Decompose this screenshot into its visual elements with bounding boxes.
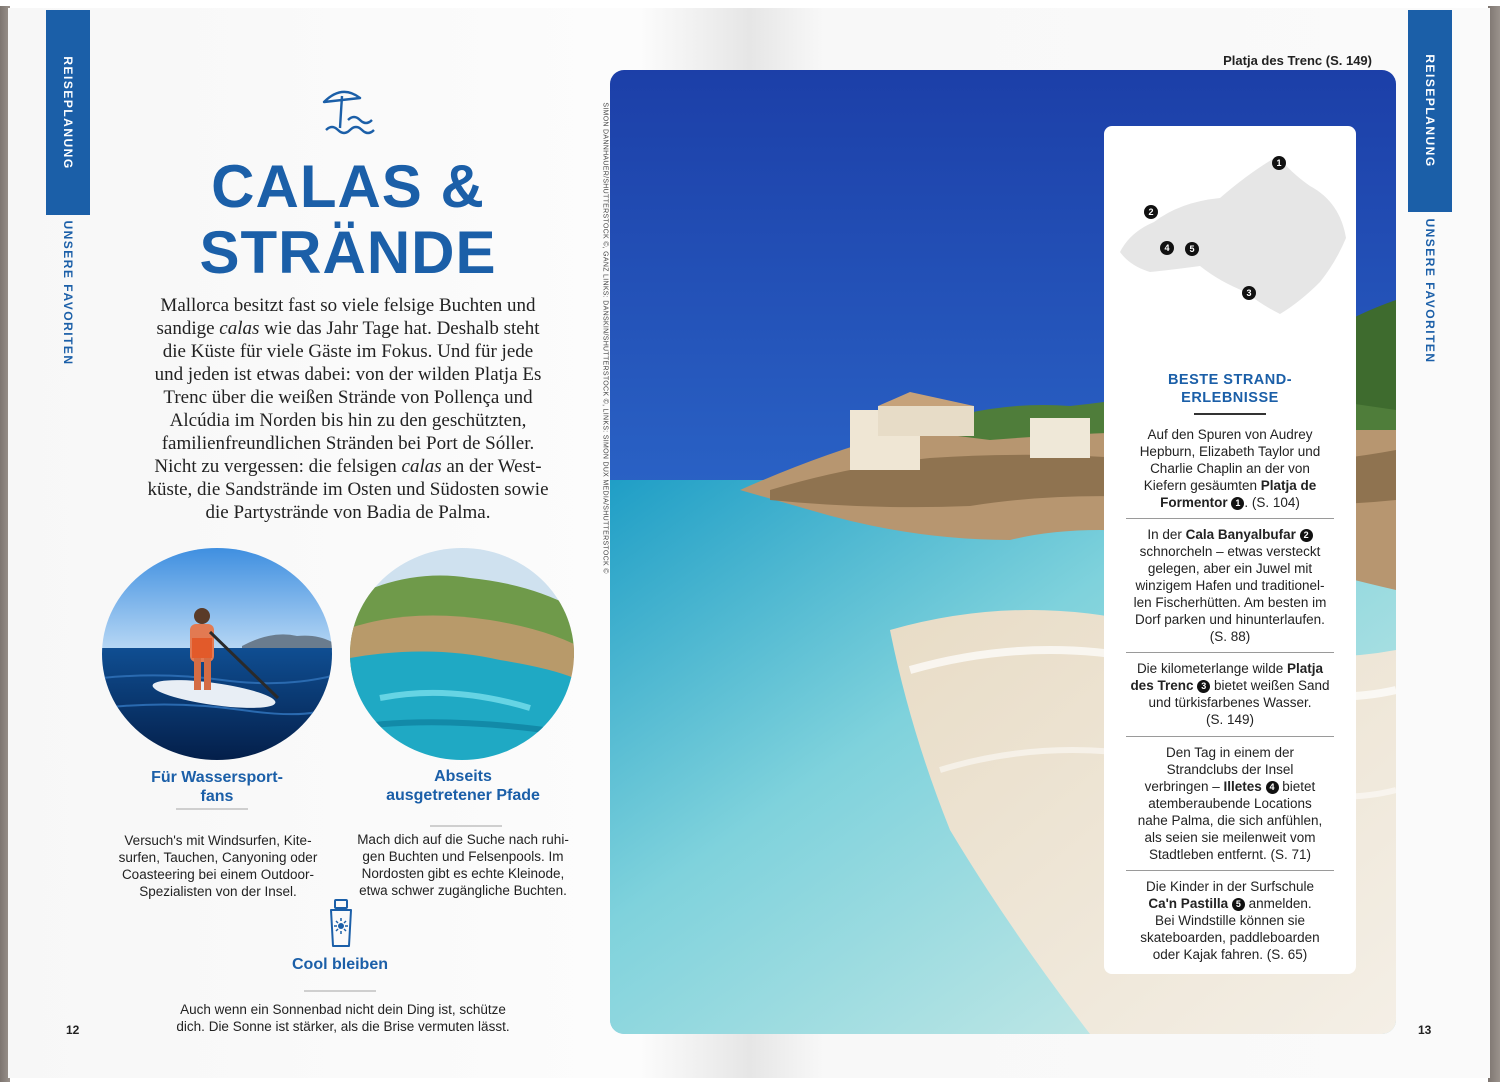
text-line: des Trenc 3 bietet weißen Sand [1130,678,1330,693]
text-line: len Fischerhütten. Am besten im [1133,595,1327,610]
panel-entry-divider [1126,736,1334,737]
page-title-line1: CALAS & [211,153,485,220]
panel-entry-divider [1126,518,1334,519]
number-badge: 4 [1266,781,1279,794]
text-line: oder Kajak fahren. (S. 65) [1152,947,1308,962]
text-line: surfen, Tauchen, Canyoning oder [118,850,318,865]
panel-entry-divider [1126,870,1334,871]
panel-entry [1118,878,1342,963]
text-line: Dorf parken und hinunterlaufen. [1135,612,1325,627]
text-line: Die Kinder in der Surfschule [1145,879,1315,894]
photo-paddleboarder [102,548,332,760]
map-marker-5: 5 [1185,242,1199,256]
beach-umbrella-icon [318,86,378,138]
text-line: Formentor 1 . (S. 104) [1160,495,1300,510]
text-line: küste, die Sandstrände im Osten und Südosten sowie [147,479,549,500]
text-line: etwa schwer zugängliche Buchten. [359,883,567,898]
page-number-right: 13 [1418,1023,1432,1037]
map-marker-1: 1 [1272,156,1286,170]
text-line: Kiefern gesäumten Platja de [1143,478,1317,493]
text-line: und türkisfarbenes Wasser. [1148,695,1312,710]
text-line: sandige calas wie das Jahr Tage hat. Deshalb steht [156,318,540,339]
text-line: gen Buchten und Felsenpools. Im [362,849,564,864]
text-line: Ca'n Pastilla 5 anmelden. [1148,896,1312,911]
text-line: gelegen, aber ein Juwel mit [1147,561,1313,576]
text-line: In der Cala Banyalbufar 2 [1118,526,1342,543]
text-line: als seien sie meilenweit vom [1144,830,1316,845]
text-line: Mallorca besitzt fast so viele felsige Buchten und [160,295,536,316]
text-line: Nordosten gibt es echte Kleinode, [361,866,565,881]
text-line: Coasteering bei einem Outdoor- [121,867,315,882]
map-marker-4: 4 [1160,241,1174,255]
feature-watersport-rule [176,808,248,810]
info-panel-best-beaches [1104,126,1356,974]
text-line: Hepburn, Elizabeth Taylor und [1139,444,1321,459]
text-line: Mach dich auf die Suche nach ruhi- [357,832,569,847]
feature-watersport-title: Für Wassersport- fans [151,769,283,805]
feature-offbeat-body [350,831,576,899]
text-line: atemberaubende Locations [1148,796,1312,811]
text-line: die Küste für viele Gäste im Fokus. Und für jede [162,341,534,362]
text-line: nahe Palma, die sich anfühlen, [1137,813,1323,828]
text-line: dich. Die Sonne ist stärker, als die Brise vermuten lässt. [176,1019,510,1034]
text-line: schnorcheln – etwas versteckt [1139,544,1321,559]
panel-entry [1118,744,1342,863]
feature-watersport-body [104,832,332,900]
text-line: (S. 88) [1209,629,1251,644]
feature-offbeat-title: Abseits ausgetretener Pfade [386,768,540,804]
text-line: Nicht zu vergessen: die felsigen calas an der West- [154,456,542,477]
panel-entry [1118,660,1342,728]
sunscreen-icon [326,898,356,948]
text-line: Auch wenn ein Sonnenbad nicht dein Ding ist, schütze [180,1002,506,1017]
text-line: (S. 149) [1205,712,1255,727]
panel-title-rule [1194,413,1266,415]
number-badge: 3 [1197,680,1210,693]
map-marker-2: 2 [1144,205,1158,219]
text-line: Strandclubs der Insel [1166,762,1294,777]
map-marker-3: 3 [1242,286,1256,300]
panel-entry [1118,526,1342,645]
text-line: Stadtleben entfernt. (S. 71) [1148,847,1312,862]
number-badge: 5 [1232,898,1245,911]
feature-cool-body [138,1001,548,1035]
text-line: skateboarden, paddleboarden [1140,930,1320,945]
feature-cool-rule [304,990,376,992]
panel-title: BESTE STRAND- ERLEBNISSE [1167,372,1293,406]
text-line: Versuch's mit Windsurfen, Kite- [124,833,312,848]
text-line: familienfreundlichen Stränden bei Port de Sóller. [161,433,535,454]
panel-entry-divider [1126,652,1334,653]
number-badge: 2 [1300,529,1313,542]
feature-offbeat-rule [430,825,502,827]
page-title-line2: STRÄNDE [199,219,497,286]
side-sub-favoriten-right: UNSERE FAVORITEN [1423,218,1437,364]
number-badge: 1 [1231,497,1244,510]
page-number-left: 12 [66,1023,80,1037]
feature-cool-title: Cool bleiben [292,956,388,973]
text-line: Alcúdia im Norden bis hin zu den geschützten, [169,410,527,431]
text-line: Den Tag in einem der [1165,745,1295,760]
side-sub-favoriten: UNSERE FAVORITEN [61,220,75,366]
text-line: Auf den Spuren von Audrey [1147,427,1313,442]
text-line: winzigem Hafen und traditionel- [1135,578,1325,593]
text-line: und jeden ist etwas dabei: von der wilden Platja Es [154,364,542,385]
photo-credit: SIMON DANNHAUER/SHUTTERSTOCK ©, GANZ LINKS: DANSKIN/SHUTTERSTOCK ©, LINKS: SIMON DUX MEDIA/SHUTTERSTOCK © [601,102,609,574]
intro-paragraph [104,294,592,524]
text-line: verbringen – Illetes 4 bietet [1144,779,1316,794]
photo-rocky-coast [350,548,574,760]
side-tab-reiseplanung: REISEPLANUNG [46,10,90,215]
text-line: Die kilometerlange wilde Platja [1136,661,1324,676]
mallorca-map [1110,142,1350,322]
side-tab-reiseplanung-right: REISEPLANUNG [1408,10,1452,212]
text-line: die Partystrände von Badia de Palma. [205,502,491,523]
text-line: Bei Windstille können sie [1154,913,1306,928]
photo-caption: Platja des Trenc (S. 149) [1223,53,1372,68]
text-line: Charlie Chaplin an der von [1150,461,1310,476]
panel-entry [1118,426,1342,511]
text-line: Spezialisten von der Insel. [139,884,297,899]
text-line: Trenc über die weißen Strände von Pollença und [163,387,533,408]
